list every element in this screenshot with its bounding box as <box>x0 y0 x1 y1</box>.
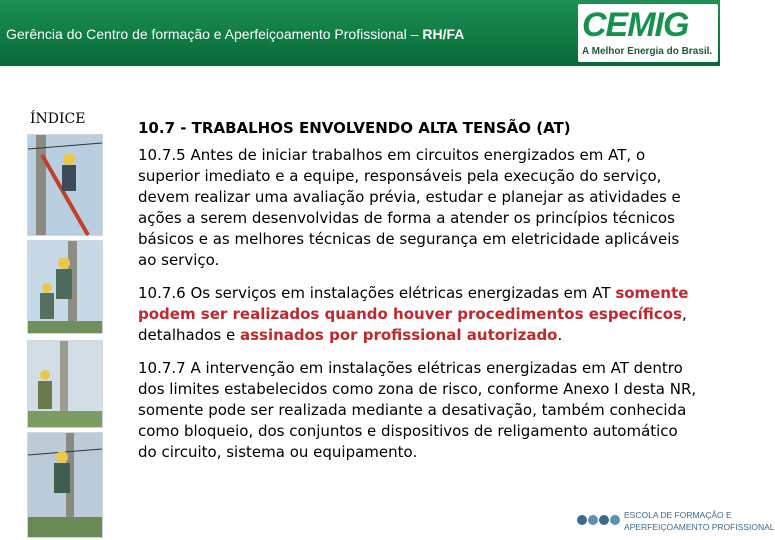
logo-text: CEMIG <box>582 6 689 44</box>
school-name-line1: ESCOLA DE FORMAÇÃO E <box>624 510 732 520</box>
lineman-photo-3 <box>27 340 103 428</box>
lineman-photo-2 <box>27 240 103 334</box>
school-name-line2: APERFEIÇOAMENTO PROFISSIONAL <box>624 522 775 532</box>
page-title: Gerência do Centro de formação e Aperfeiçoamento Profissional – RH/FA <box>6 26 465 42</box>
section-title: 10.7 - TRABALHOS ENVOLVENDO ALTA TENSÃO (AT) <box>138 119 571 137</box>
highlight-text: somente podem ser realizados quando houver procedimentos específicos <box>138 284 689 323</box>
lineman-photo-4 <box>27 432 103 538</box>
paragraph-10-7-7: 10.7.7 A intervenção em instalações elétricas energizadas em AT dentro dos limites estabelecidos como zona de risco, conforme Anexo I desta NR, somente pode ser realizada mediante a desativação, também conhecida como bloqueio, dos conjuntos e dispositivos de religamento automático do circuito, sistema ou equipamento. <box>138 359 697 461</box>
highlight-text: assinados por profissional autorizado <box>239 326 558 344</box>
school-logo-icon <box>576 512 622 532</box>
paragraph-10-7-6: 10.7.6 Os serviços em instalações elétricas energizadas em AT somente podem ser realizados quando houver procedimentos específicos, detalhados e assinados por profissional autorizado. <box>138 284 689 344</box>
index-link[interactable]: ÍNDICE <box>30 111 86 127</box>
paragraph-10-7-5: 10.7.5 Antes de iniciar trabalhos em circuitos energizados em AT, o superior imediato e a equipe, responsáveis pela execução do serviço, devem realizar uma avaliação prévia, estudar e planejar as atividades e ações a serem desenvolvidas de forma a atender os princípios técnicos básicos e as melhores técnicas de segurança em eletricidade aplicáveis ao serviço. <box>138 146 681 269</box>
school-logo <box>576 506 775 536</box>
header-bar <box>0 0 720 66</box>
department-label: RH/FA <box>422 26 465 42</box>
main-content <box>138 118 698 475</box>
logo-tagline: A Melhor Energia do Brasil. <box>582 46 713 57</box>
lineman-photo-1 <box>27 134 103 236</box>
cemig-logo <box>578 4 718 62</box>
